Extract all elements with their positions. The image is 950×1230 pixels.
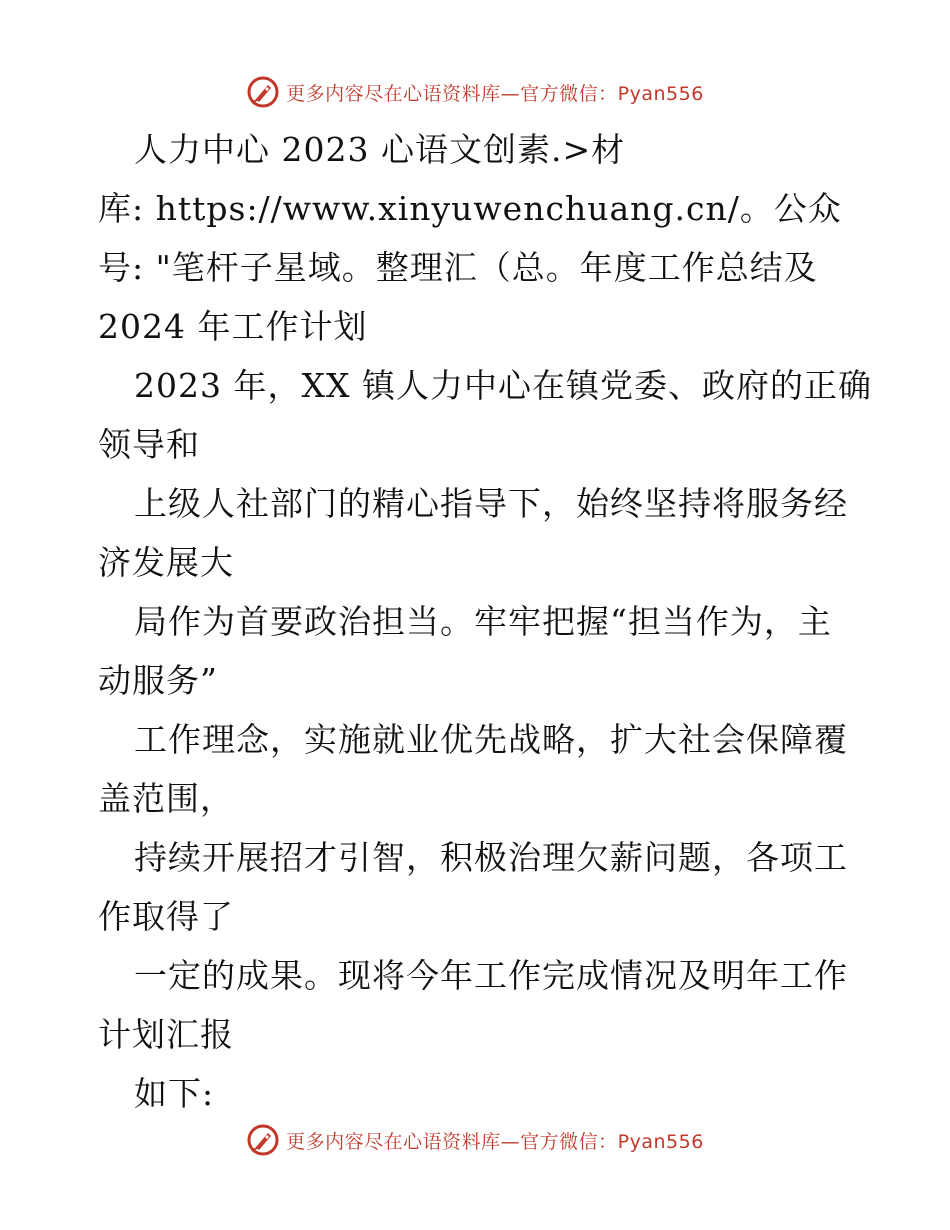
document-line: 持续开展招才引智，积极治理欠薪问题，各项工 (134, 838, 848, 877)
document-line: 计划汇报 (98, 1015, 234, 1054)
document-line: 2024 年工作计划 (98, 307, 368, 346)
document-line: 库: https://www.xinyuwenchuang.cn/。公众 (98, 189, 842, 228)
footer-banner (0, 1120, 950, 1160)
document-line: 作取得了 (98, 897, 234, 936)
document-line: 动服务” (98, 661, 218, 700)
document-line: 号: "笔杆子星域。整理汇（总。年度工作总结及 (98, 248, 818, 287)
document-line: 局作为首要政治担当。牢牢把握“担当作为，主 (134, 602, 832, 641)
document-body (98, 120, 872, 1123)
header-banner (0, 72, 950, 112)
header-banner-text: 更多内容尽在心语资料库—官方微信：Pyan556 (286, 82, 704, 105)
pen-nib-icon (246, 1123, 280, 1157)
footer-banner-text: 更多内容尽在心语资料库—官方微信：Pyan556 (286, 1130, 704, 1153)
document-line: 2023 年，XX 镇人力中心在镇党委、政府的正确 (134, 366, 872, 405)
document-line: 盖范围， (98, 779, 234, 818)
document-line: 上级人社部门的精心指导下，始终坚持将服务经 (134, 484, 848, 523)
document-line: 一定的成果。现将今年工作完成情况及明年工作 (134, 956, 848, 995)
document-line: 领导和 (98, 425, 200, 464)
document-line: 工作理念，实施就业优先战略，扩大社会保障覆 (134, 720, 848, 759)
document-line: 济发展大 (98, 543, 234, 582)
document-line: 人力中心 2023 心语文创素.>材 (134, 130, 626, 169)
pen-nib-icon (246, 75, 280, 109)
document-line: 如下: (134, 1074, 215, 1113)
